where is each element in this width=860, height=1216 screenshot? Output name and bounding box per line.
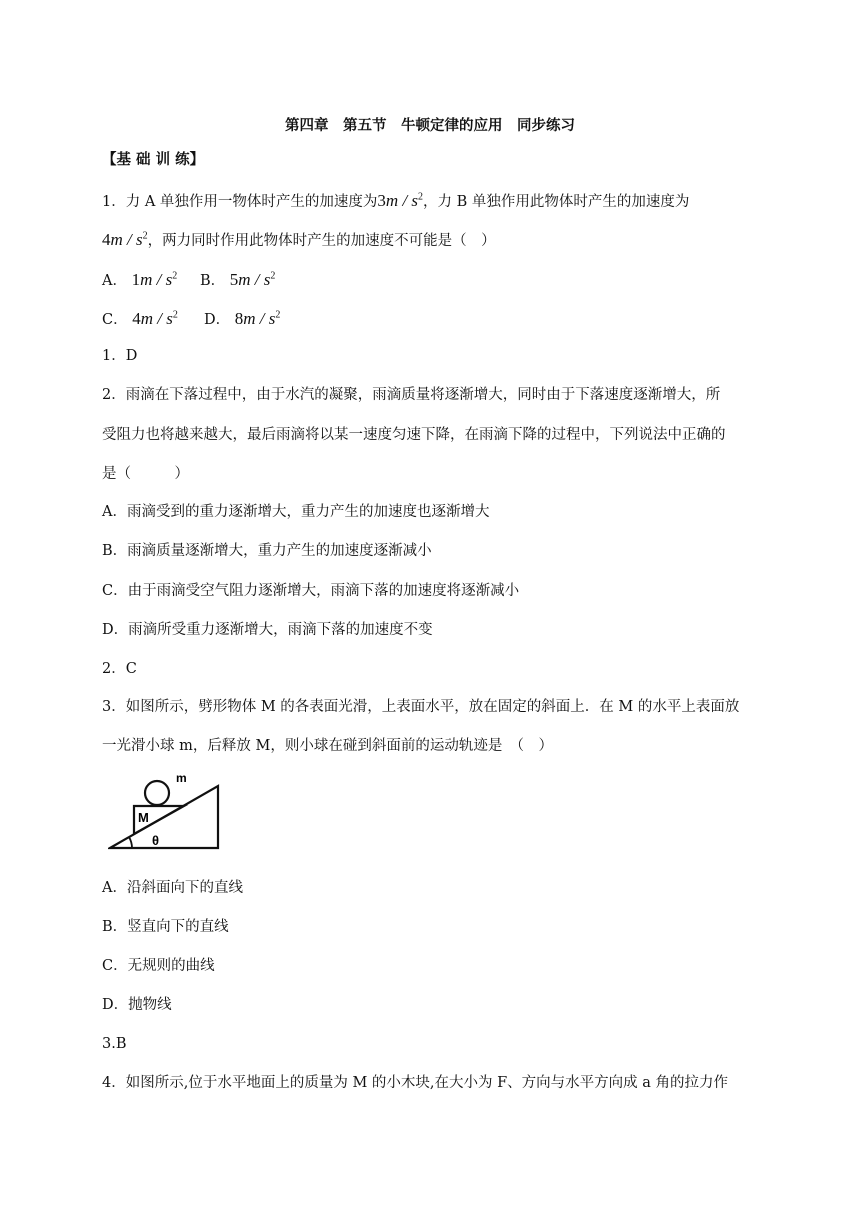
question-3-option-c: C．无规则的曲线 bbox=[102, 958, 215, 974]
section-heading: 【基 础 训 练】 bbox=[102, 152, 205, 168]
question-3-answer: 3.B bbox=[102, 1036, 127, 1052]
question-1-answer: 1．D bbox=[102, 348, 138, 364]
question-4-line-1: 4．如图所示,位于水平地面上的质量为 M 的小木块,在大小为 F、方向与水平方向成 a 角的拉力作 bbox=[102, 1075, 729, 1091]
question-2-line-2: 受阻力也将越来越大，最后雨滴将以某一速度匀速下降，在雨滴下降的过程中，下列说法中正确的 bbox=[102, 427, 726, 443]
page-title: 第四章 第五节 牛顿定律的应用 同步练习 bbox=[285, 118, 575, 134]
figure-label-m: m bbox=[176, 771, 187, 785]
question-1-line-2 bbox=[102, 230, 496, 251]
question-2-answer: 2．C bbox=[102, 661, 137, 677]
question-3-option-a: A．沿斜面向下的直线 bbox=[102, 880, 243, 896]
question-1-options-cd bbox=[102, 309, 280, 330]
question-1-text-mid: ，力 B 单独作用此物体时产生的加速度为 bbox=[423, 194, 690, 210]
question-1-text-pre: 1．力 A 单独作用一物体时产生的加速度为 bbox=[102, 194, 378, 210]
figure-label-M: M bbox=[138, 810, 149, 825]
question-3-option-d: D．抛物线 bbox=[102, 997, 172, 1013]
question-1-text-post: ，两力同时作用此物体时产生的加速度不可能是（ ） bbox=[147, 233, 496, 249]
question-2-option-c: C．由于雨滴受空气阻力逐渐增大，雨滴下落的加速度将逐渐减小 bbox=[102, 583, 520, 599]
angle-arc bbox=[129, 837, 132, 848]
wedge-incline-figure bbox=[108, 754, 220, 854]
question-1-line-1 bbox=[102, 191, 689, 212]
ball-circle bbox=[145, 781, 169, 805]
question-2-option-d: D．雨滴所受重力逐渐增大，雨滴下落的加速度不变 bbox=[102, 622, 433, 638]
question-2-option-b: B．雨滴质量逐渐增大，重力产生的加速度逐渐减小 bbox=[102, 543, 432, 559]
question-2-option-a: A．雨滴受到的重力逐渐增大，重力产生的加速度也逐渐增大 bbox=[102, 504, 490, 520]
question-3-option-b: B．竖直向下的直线 bbox=[102, 919, 229, 935]
question-1-option-d: D． $8m / s^2$ bbox=[204, 309, 281, 328]
question-3-line-2: 一光滑小球 m，后释放 M，则小球在碰到斜面前的运动轨迹是 （ ） bbox=[102, 738, 554, 754]
figure-label-theta: θ bbox=[152, 833, 160, 848]
question-1-option-a: A． $1m / s^2$ bbox=[102, 270, 178, 289]
question-2-line-3: 是（ ） bbox=[102, 466, 189, 482]
question-2-line-1: 2．雨滴在下落过程中，由于水汽的凝聚，雨滴质量将逐渐增大，同时由于下落速度逐渐增大，所 bbox=[102, 387, 721, 403]
question-1-accel-b: $4m / s^2$ bbox=[102, 230, 148, 249]
question-3-line-1: 3．如图所示，劈形物体 M 的各表面光滑，上表面水平，放在固定的斜面上．在 M 的水平上表面放 bbox=[102, 699, 740, 715]
question-1-accel-a: $3m / s^2$ bbox=[377, 191, 424, 210]
question-1-option-c: C． $4m / s^2$ bbox=[102, 309, 178, 328]
question-1-options-ab bbox=[102, 270, 275, 291]
question-1-option-b: B． $5m / s^2$ bbox=[200, 270, 276, 289]
